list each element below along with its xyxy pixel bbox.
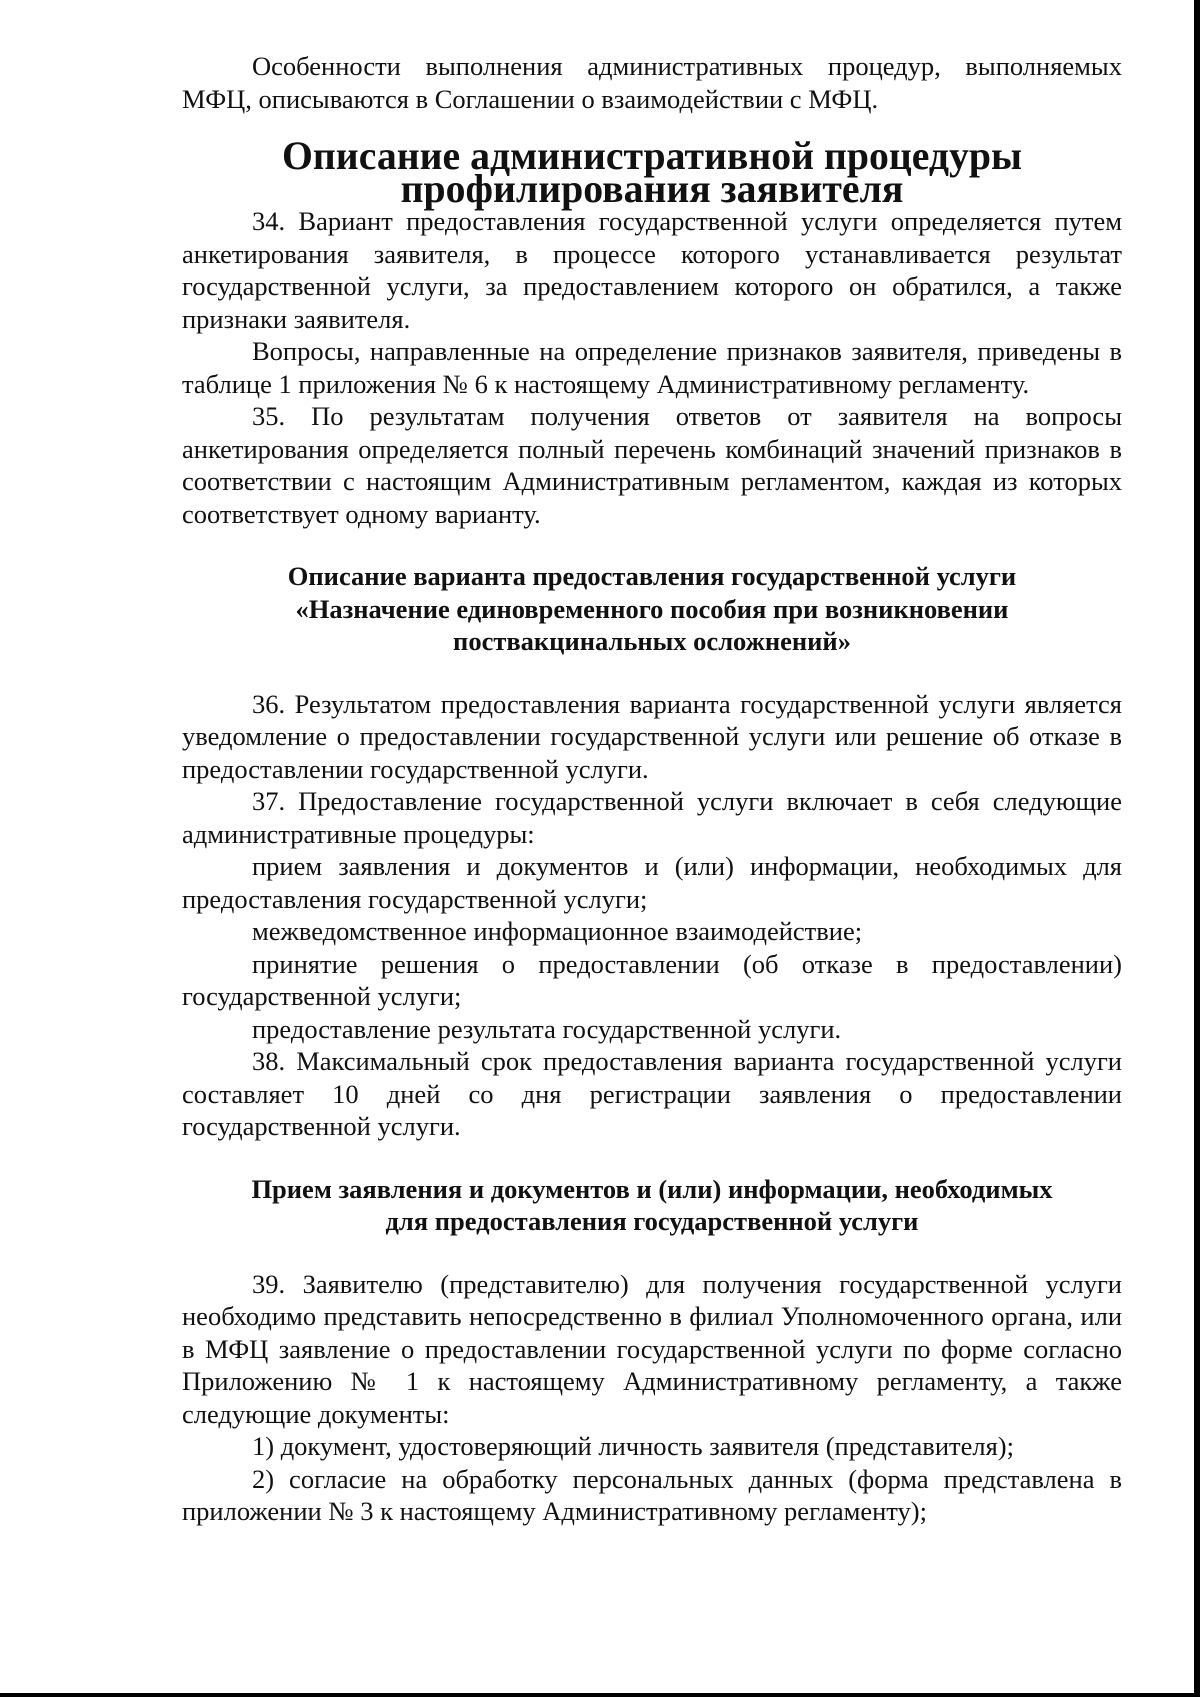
paragraph-39: 39. Заявителю (представителю) для получения государственной услуги необходимо представить непосредственно в филиал Уполномоченного органа, или в МФЦ заявление о предоставлении государственной услуги по форме согласно Приложению № 1 к настоящему Административному регламенту, а также следующие документы:	[182, 1268, 1122, 1429]
paragraph-mfc-features: Особенности выполнения административных процедур, выполняемых МФЦ, описываются в Соглашении о взаимодействии с МФЦ.	[182, 51, 1122, 114]
list-item-identity-document: 1) документ, удостоверяющий личность заявителя (представителя);	[252, 1431, 1014, 1461]
scan-edge-bottom	[0, 1693, 1200, 1697]
heading-application-reception-line1: Прием заявления и документов и (или) информации, необходимых	[251, 1173, 1053, 1204]
document-body	[182, 50, 1122, 1528]
list-item-procedure-result: предоставление результата государственной услуги.	[252, 1013, 842, 1044]
heading-service-variant-line2: «Назначение единовременного пособия при возникновении	[295, 593, 1009, 624]
list-item-procedure-reception: прием заявления и документов и (или) информации, необходимых для предоставления государственной услуги;	[182, 851, 1122, 914]
paragraph-35: 35. По результатам получения ответов от заявителя на вопросы анкетирования определяется полный перечень комбинаций значений признаков в соответствии с настоящим Административным регламентом, каждая из которых соответствует одному варианту.	[182, 401, 1122, 529]
paragraph-36: 36. Результатом предоставления варианта государственной услуги является уведомление о предоставлении государственной услуги или решение об отказе в предоставлении государственной услуги.	[182, 688, 1122, 784]
scan-edge-right	[1194, 0, 1200, 1697]
paragraph-34-questions: Вопросы, направленные на определение признаков заявителя, приведены в таблице 1 приложения № 6 к настоящему Административному регламенту.	[182, 336, 1122, 399]
paragraph-34: 34. Вариант предоставления государственной услуги определяется путем анкетирования заявителя, в процессе которого устанавливается результат государственной услуги, за предоставлением которого он обратился, а также признаки заявителя.	[182, 206, 1122, 334]
heading-application-reception	[182, 1173, 1122, 1238]
paragraph-37: 37. Предоставление государственной услуги включает в себя следующие административные процедуры:	[182, 786, 1122, 849]
heading-service-variant-line3: поствакцинальных осложнений»	[453, 626, 851, 656]
list-item-procedure-interagency: межведомственное информационное взаимодействие;	[252, 916, 863, 946]
heading-application-reception-line2: для предоставления государственной услуги	[385, 1206, 919, 1236]
paragraph-38: 38. Максимальный срок предоставления варианта государственной услуги составляет 10 дней со дня регистрации заявления о предоставлении государственной услуги.	[182, 1046, 1122, 1141]
heading-service-variant	[182, 560, 1122, 658]
list-item-personal-data-consent: 2) согласие на обработку персональных данных (форма представлена в приложении № 3 к настоящему Административному регламенту);	[182, 1463, 1122, 1526]
heading-profiling-procedure: Описание административной процедуры профилирования заявителя	[281, 134, 1023, 211]
heading-service-variant-line1: Описание варианта предоставления государственной услуги	[287, 561, 1017, 591]
list-item-procedure-decision: принятие решения о предоставлении (об отказе в предоставлении) государственной услуги;	[182, 948, 1122, 1011]
